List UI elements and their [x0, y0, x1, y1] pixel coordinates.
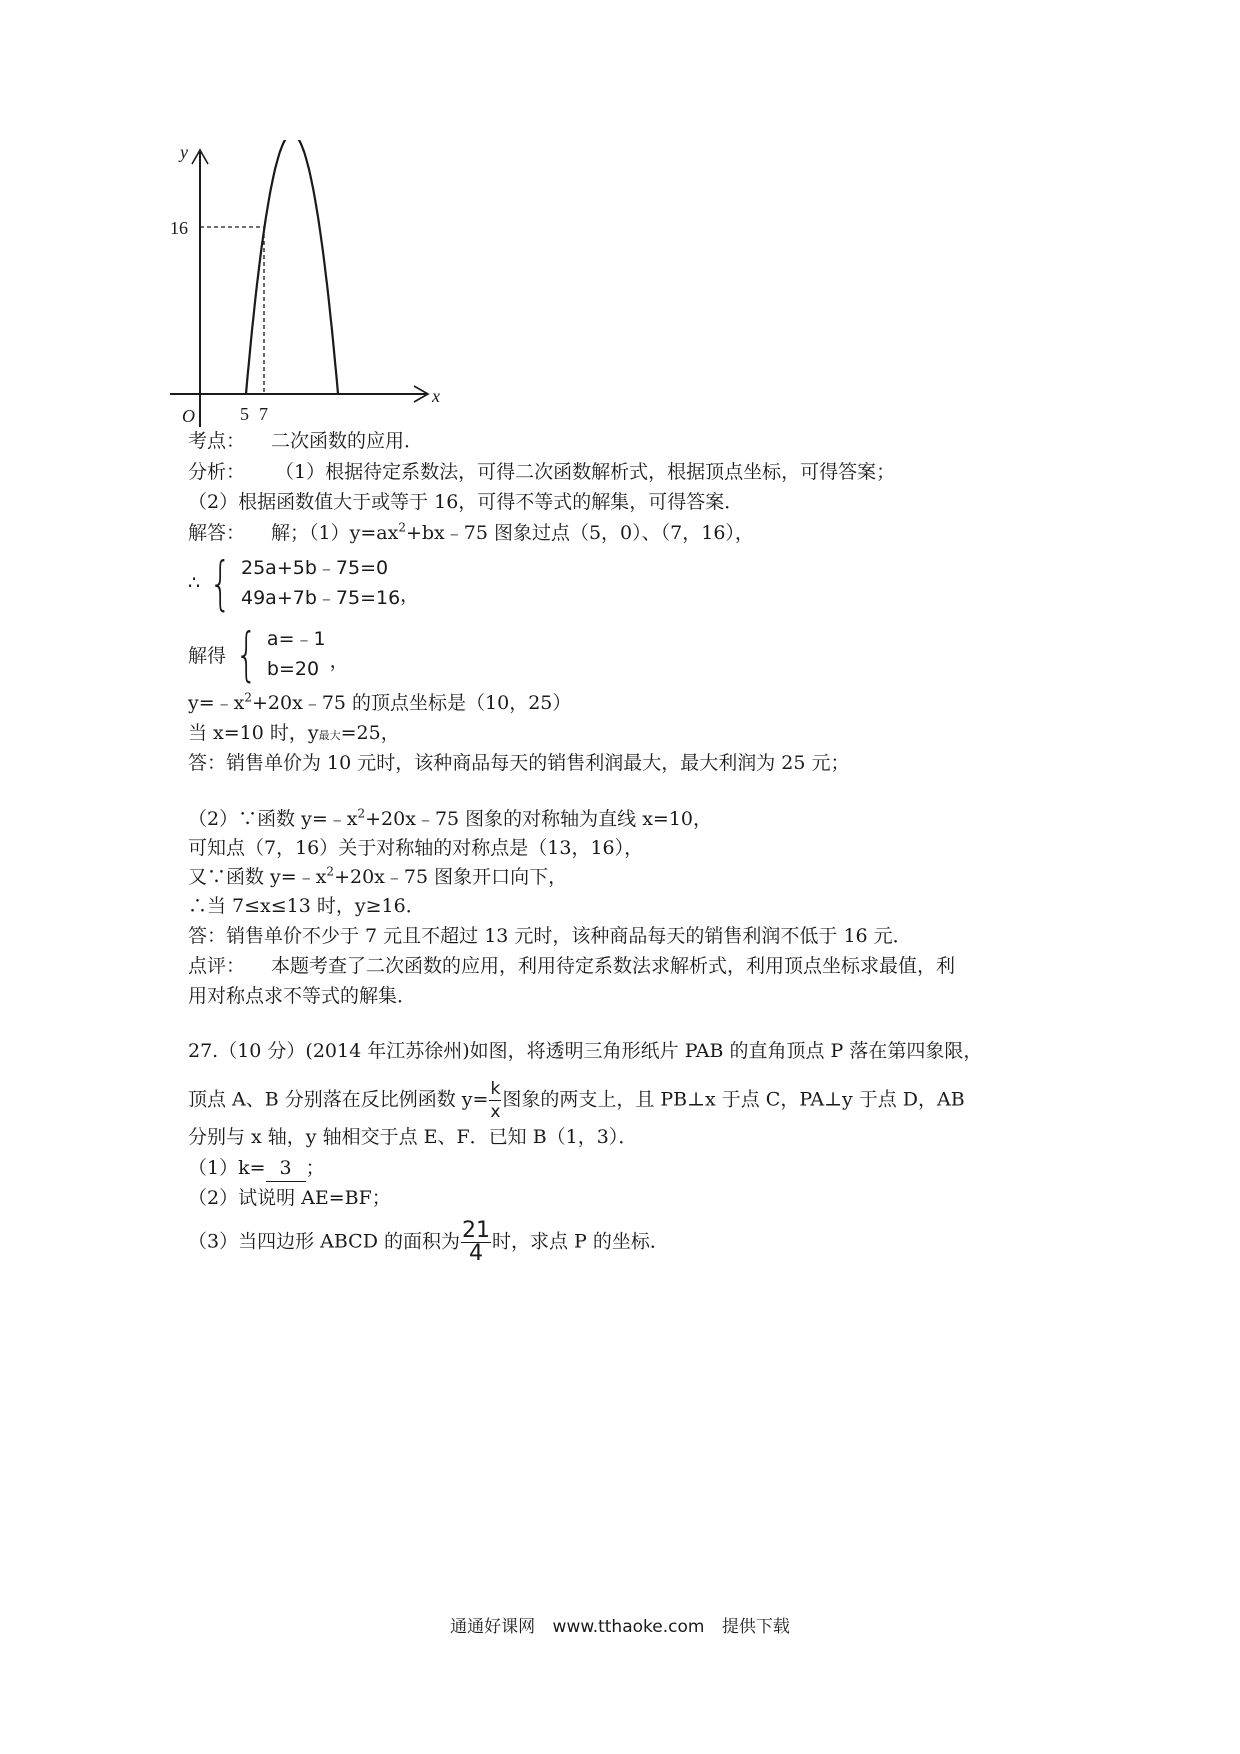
q27-sub1-a: （1）k= [188, 1157, 266, 1179]
brace-2: { [235, 620, 258, 688]
part2-line3-sup: 2 [326, 864, 335, 879]
jiede-label: 解得 [188, 644, 227, 667]
dianping-label: 点评： [188, 955, 246, 977]
footer-site: 通通好课网 [450, 1617, 536, 1637]
answer2-line: 答：销售单价不少于 7 元且不超过 13 元时，该种商品每天的销售利润不低于 16 元． [188, 925, 912, 947]
vertex-sup: 2 [244, 690, 253, 705]
jieda-intro-b: +bx﹣75 图象过点（5，0）、（7，16）， [405, 522, 754, 544]
part2-b: +20x﹣75 图象的对称轴为直线 x=10， [365, 808, 713, 830]
part2-line3 [188, 864, 567, 890]
when-sub: 最大 [318, 729, 341, 742]
footer-action: 提供下载 [721, 1617, 790, 1637]
q27-sub1-b: ； [305, 1157, 325, 1179]
q27-sub1 [188, 1155, 325, 1182]
x-tick-label-5: 5 [240, 404, 249, 424]
x-axis-label: x [432, 386, 440, 406]
part2-line4: ∴当 7≤x≤13 时，y≥16． [188, 895, 425, 917]
system2-eq2: b=20 [266, 658, 320, 680]
part2-line3-a: 又∵函数 y=﹣x [188, 866, 327, 888]
parabola-curve [246, 140, 338, 394]
dianping-line [188, 953, 955, 979]
y-axis-label: y [180, 142, 188, 162]
equation-system-2 [188, 620, 349, 688]
answer1-line: 答：销售单价为 10 元时，该种商品每天的销售利润最大，最大利润为 25 元； [188, 752, 850, 774]
part2-sup: 2 [357, 806, 366, 821]
kaodian-label: 考点： [188, 430, 246, 452]
vertex-b: +20x﹣75 的顶点坐标是（10，25） [252, 692, 572, 714]
fenxi-line2: （2）根据函数值大于或等于 16，可得不等式的解集，可得答案． [188, 491, 744, 513]
vertex-line [188, 690, 571, 716]
jieda-intro-sup: 2 [398, 520, 406, 535]
q27-sub3-b: 时，求点 P 的坐标． [491, 1230, 669, 1253]
part2-line3-b: +20x﹣75 图象开口向下， [334, 866, 568, 888]
q27-line3: 分别与 x 轴，y 轴相交于点 E、F．已知 B（1，3）． [188, 1126, 638, 1148]
jieda-intro-a: 解；（1）y=ax [271, 522, 399, 544]
when-b: =25， [340, 722, 400, 744]
fenxi-label: 分析： [188, 461, 246, 483]
fenxi-line1: （1）根据待定系数法，可得二次函数解析式，根据顶点坐标，可得答案； [275, 461, 896, 483]
q27-line2-a: 顶点 A、B 分别落在反比例函数 y= [188, 1088, 489, 1111]
jieda-label: 解答： [188, 522, 246, 544]
fraction-4-denominator: 4 [468, 1241, 483, 1266]
q27-sub3 [188, 1220, 669, 1265]
q27-sub2: （2）试说明 AE=BF； [188, 1187, 391, 1209]
fraction-21-over-4 [461, 1220, 491, 1265]
equation-system-1 [188, 549, 420, 617]
system2-tail: ， [329, 649, 349, 672]
kaodian-text: 二次函数的应用． [271, 430, 424, 452]
fraction-21-numerator: 21 [461, 1218, 490, 1243]
system1-tail: ， [400, 583, 420, 606]
system1-eq1: 25a+5b﹣75=0 [241, 557, 389, 579]
parabola-graph [170, 140, 470, 440]
q27-sub1-answer: 3 [266, 1155, 306, 1182]
y-tick-label: 16 [170, 218, 188, 238]
brace-1: { [209, 549, 232, 617]
part2-line1 [188, 806, 712, 832]
footer-url[interactable]: www.tthaoke.com [552, 1617, 705, 1637]
when-a: 当 x=10 时，y [188, 722, 319, 744]
q27-line1: 27.（10 分）(2014 年江苏徐州)如图，将透明三角形纸片 PAB 的直角顶点 P 落在第四象限， [188, 1040, 983, 1062]
kaodian-line [188, 428, 423, 454]
origin-label: O [182, 406, 195, 426]
fraction-k-over-x [489, 1078, 501, 1123]
therefore-symbol: ∴ [188, 572, 201, 594]
fraction-denominator: x [490, 1102, 501, 1122]
page-footer [0, 1612, 1240, 1637]
part2-a: （2）∵函数 y=﹣x [188, 808, 358, 830]
x-tick-label-7: 7 [259, 404, 268, 424]
system1-eq2: 49a+7b﹣75=16 [241, 587, 401, 609]
q27-sub3-a: （3）当四边形 ABCD 的面积为 [188, 1230, 460, 1253]
q27-line2-b: 图象的两支上，且 PB⊥x 于点 C，PA⊥y 于点 D，AB [502, 1088, 965, 1111]
dianping-line2: 用对称点求不等式的解集． [188, 985, 417, 1007]
fraction-numerator: k [490, 1079, 501, 1099]
system2-eq1: a=﹣1 [266, 628, 326, 650]
dianping-line1: 本题考查了二次函数的应用，利用待定系数法求解析式，利用顶点坐标求最值，利 [271, 955, 956, 977]
q27-line2 [188, 1078, 965, 1123]
fenxi-line [188, 459, 895, 485]
vertex-a: y=﹣x [188, 692, 245, 714]
jieda-line [188, 520, 754, 546]
when-line [188, 720, 400, 749]
part2-line2: 可知点（7，16）关于对称轴的对称点是（13，16）， [188, 837, 644, 859]
